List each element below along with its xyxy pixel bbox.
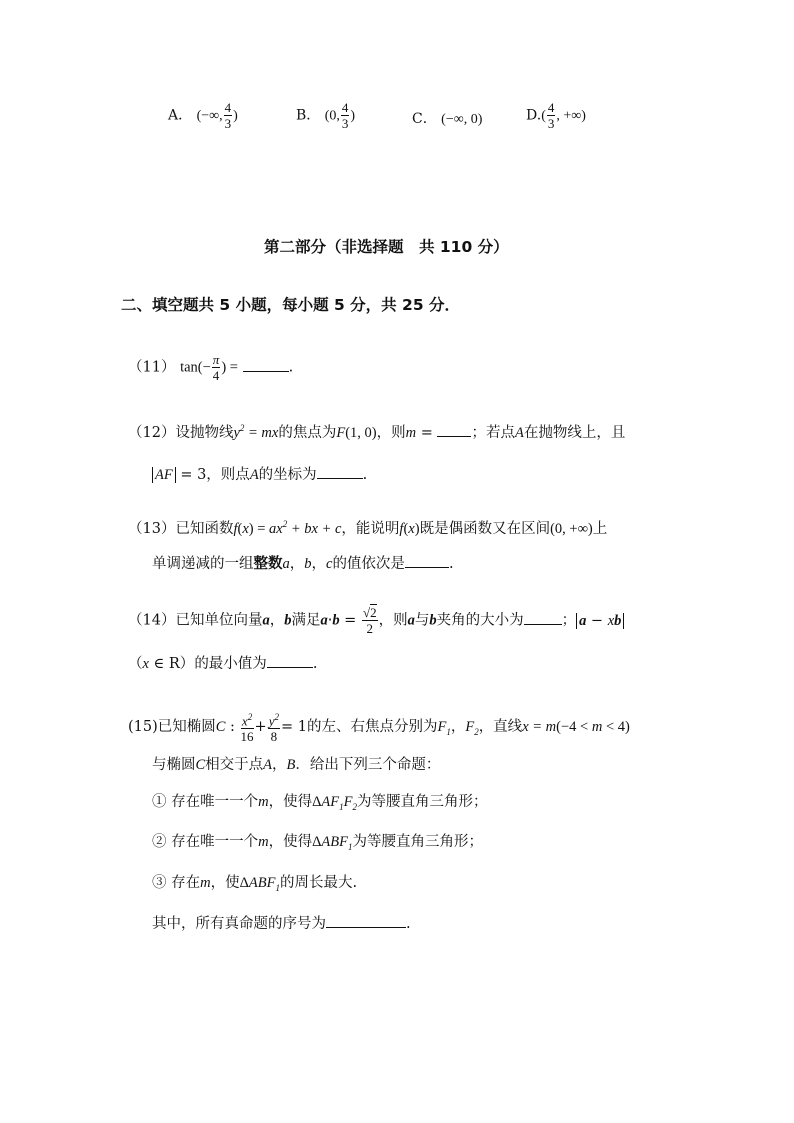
math-expr: F <box>336 425 346 441</box>
math-expr: C <box>215 719 226 736</box>
math-expr: ) <box>414 520 420 537</box>
math-expr: B <box>286 757 296 773</box>
math-expr: ( <box>237 520 243 537</box>
option-b-open: (0, <box>324 108 340 124</box>
q14-text: 与 <box>414 612 430 629</box>
question-11 <box>128 352 293 383</box>
math-expr: AF <box>152 467 176 483</box>
math-expr: a <box>282 556 290 572</box>
math-expr: A <box>514 425 524 441</box>
answer-blank[interactable] <box>405 555 449 568</box>
answer-blank[interactable] <box>524 612 562 625</box>
q13-text: 上 <box>592 520 608 537</box>
option-d <box>526 100 586 131</box>
q15-text: ② 存在唯一一个 <box>152 834 259 850</box>
math-expr: ( <box>403 520 409 537</box>
math-expr: $F_2$ <box>465 719 479 738</box>
question-number: （11） <box>128 359 176 376</box>
q15-text: 与椭圆 <box>152 757 196 773</box>
option-c <box>412 108 482 128</box>
numerator: $y^2$ <box>268 712 279 729</box>
option-d-close: , +∞) <box>556 108 586 124</box>
math-expr: ⋅ <box>327 612 333 629</box>
q13-text: 已知函数 <box>175 520 234 537</box>
math-expr: $F_1$ <box>437 719 451 738</box>
question-12-line1: （12）设抛物线$y^2$ = mx的焦点为F(1, 0)，则m = ；若点A在抛物线上，且 <box>128 423 626 441</box>
q14-text: 的最小值为 <box>194 656 267 672</box>
math-expr: m <box>591 719 603 736</box>
q14-text: ，则 <box>378 612 408 629</box>
fraction <box>212 352 221 383</box>
answer-blank[interactable] <box>326 915 406 928</box>
question-15-statement-3 <box>152 876 357 893</box>
option-a-close: ) <box>233 108 238 124</box>
numerator: 4 <box>224 100 232 115</box>
question-13-line2: 单调递减的一组整数a，b，c的值依次是 . <box>152 555 454 572</box>
question-number: （13） <box>128 520 176 537</box>
math-expr: $ABF_1$ <box>248 875 280 893</box>
math-expr: ) = <box>248 520 270 537</box>
question-13-line1 <box>128 520 607 536</box>
numerator: 4 <box>341 100 349 115</box>
question-15-final <box>152 915 411 932</box>
numerator: π <box>212 352 220 367</box>
option-c-text: (−∞, 0) <box>441 112 483 127</box>
math-expr: $ax^2$ + bx + c <box>269 519 342 537</box>
fraction <box>224 100 233 131</box>
math-expr: $AF_1F_2$ <box>321 794 357 812</box>
q11-tan: tan(− <box>180 359 211 376</box>
numerator: $x^2$ <box>241 712 253 729</box>
math-expr: A <box>249 467 259 483</box>
q15-text: 为等腰直角三角形； <box>357 794 488 810</box>
answer-blank[interactable] <box>317 466 363 479</box>
q15-text: ① 存在唯一一个 <box>152 794 259 810</box>
math-expr: $ABF_1$ <box>321 834 353 852</box>
math-expr: m <box>200 875 211 891</box>
denominator: 3 <box>224 116 232 131</box>
period: . <box>362 467 368 483</box>
question-number: （12） <box>128 425 176 441</box>
section-title: 二、填空题共 5 小题，每小题 5 分，共 25 分． <box>121 296 461 314</box>
math-expr: a <box>262 612 270 629</box>
q13-text: ，能说明 <box>341 520 400 537</box>
math-expr: c <box>326 556 333 572</box>
q12-text: 在抛物线上，且 <box>523 425 626 441</box>
math-expr: (1, 0) <box>345 425 377 441</box>
period: . <box>288 359 294 376</box>
q13-emphasis: 整数 <box>253 555 283 572</box>
denominator: 8 <box>270 729 278 745</box>
q15-text: 为等腰直角三角形； <box>352 834 483 850</box>
denominator: 4 <box>212 368 220 383</box>
option-a <box>168 100 238 131</box>
q14-text: 夹角的大小为 <box>436 612 524 629</box>
q12-text: = 3，则点 <box>180 467 250 483</box>
q15-text: ．给出下列三个命题： <box>295 757 441 773</box>
question-number: (15) <box>128 719 158 736</box>
q12-text: ，则 <box>376 425 406 441</box>
fraction <box>547 100 556 131</box>
option-d-label: D. <box>526 107 542 124</box>
question-15-line2: 与椭圆C相交于点A，B．给出下列三个命题： <box>152 757 441 773</box>
q14-text: 已知单位向量 <box>175 612 263 629</box>
part-title: 第二部分（非选择题 共 110 分） <box>264 238 509 256</box>
math-expr: Δ <box>312 794 322 810</box>
option-a-open: (−∞, <box>196 108 223 124</box>
math-expr: b <box>429 612 437 629</box>
q13-text: 单调递减的一组 <box>152 556 254 572</box>
q15-text: ③ 存在 <box>152 875 201 891</box>
math-expr: Δ <box>312 834 322 850</box>
q14-text: 满足 <box>291 612 321 629</box>
option-d-open: ( <box>541 108 546 124</box>
numerator: 4 <box>547 100 555 115</box>
denominator: 3 <box>341 116 349 131</box>
fraction <box>241 710 254 744</box>
denominator: 3 <box>547 116 555 131</box>
denominator: 2 <box>366 621 373 636</box>
math-expr: a <box>407 612 415 629</box>
math-expr: < 4) <box>602 719 630 736</box>
math-expr: f <box>399 520 404 537</box>
math-expr: (−4 < <box>556 719 592 736</box>
question-12-line2 <box>152 466 367 483</box>
math-expr: C <box>195 757 206 773</box>
question-14-line2: （x ∈ R）的最小值为 . <box>128 656 318 672</box>
q13-text: 的值依次是 <box>332 556 405 572</box>
math-expr: m <box>258 834 269 850</box>
q15-text: 的左、右焦点分别为 <box>306 719 438 736</box>
math-expr: b <box>304 556 312 572</box>
math-expr: A <box>263 757 273 773</box>
question-14-line1: （14）已知单位向量a，b满足a⋅b = $\frac{√2}{2}$ ，则a与b夹角的大小为 ； a − xb <box>128 605 624 636</box>
fraction <box>362 605 378 636</box>
math-expr: a <box>320 612 328 629</box>
question-number: （14） <box>128 612 176 629</box>
option-b-label: B． <box>296 107 321 124</box>
answer-blank[interactable] <box>437 424 471 437</box>
q12-text: 的坐标为 <box>258 467 317 483</box>
question-15-statement-2 <box>152 835 483 852</box>
q15-text: 已知椭圆 <box>157 719 216 736</box>
q11-eq: ) = <box>221 359 238 376</box>
option-b-close: ) <box>350 108 356 124</box>
q15-text: ，直线 <box>478 719 523 736</box>
math-expr: f <box>233 520 238 537</box>
math-expr: Δ <box>239 875 249 891</box>
option-c-label: C． <box>412 111 437 127</box>
answer-blank[interactable] <box>267 655 313 668</box>
q12-text: 设抛物线 <box>175 425 234 441</box>
math-expr: x <box>408 520 415 537</box>
fraction <box>268 710 280 744</box>
question-15-line1: (15)已知椭圆C : $\frac{x^2}{16}$ + $\frac{y^2}{8}$ = 1的左、右焦点分别为$F_1$，$F_2$，直线x = m(−4 < m < 4) <box>128 712 630 745</box>
math-expr: m <box>258 794 269 810</box>
q15-text: ，使得 <box>268 834 313 850</box>
q15-text: 相交于点 <box>205 757 264 773</box>
math-expr: $y^2$ = mx <box>233 423 279 441</box>
math-expr: a − xb <box>576 613 624 629</box>
q12-text: ；若点 <box>471 425 515 441</box>
math-expr: b <box>332 612 340 629</box>
option-a-label: A． <box>168 107 193 124</box>
q15-text: ，使得 <box>268 794 313 810</box>
option-b <box>296 100 355 131</box>
math-expr: m <box>405 425 417 441</box>
q15-text: 的周长最大. <box>280 875 358 891</box>
period: . <box>406 916 411 932</box>
denominator: 16 <box>240 729 254 745</box>
period: . <box>448 556 454 572</box>
period: . <box>312 656 318 672</box>
q13-text: 既是偶函数又在区间 <box>419 520 551 537</box>
math-expr: x = m <box>522 719 557 736</box>
numerator: √2 <box>362 605 377 620</box>
q12-text: 的焦点为 <box>278 425 337 441</box>
math-expr: x <box>142 656 149 672</box>
answer-blank[interactable] <box>243 359 289 372</box>
math-expr: b <box>284 612 292 629</box>
q15-text: ，使 <box>210 875 240 891</box>
q14-text: ； <box>561 612 577 629</box>
q15-text: 其中，所有真命题的序号为 <box>152 916 326 932</box>
math-expr: x <box>242 520 249 537</box>
question-15-statement-1 <box>152 795 488 812</box>
math-expr: (0, +∞) <box>550 520 593 537</box>
fraction <box>341 100 350 131</box>
